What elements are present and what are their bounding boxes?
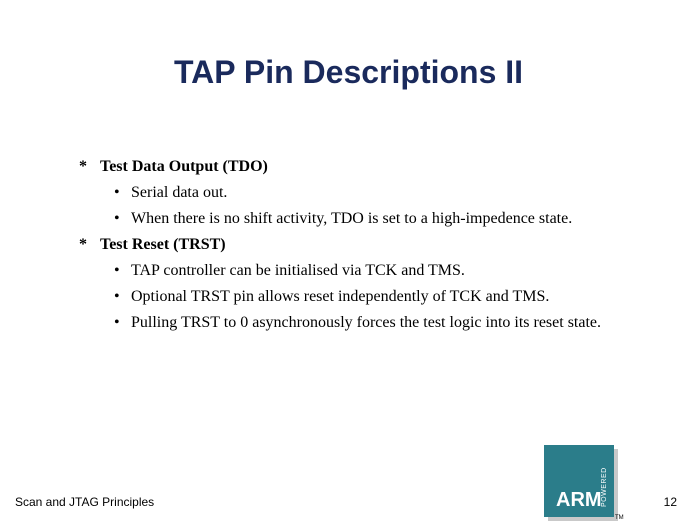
section-heading-text: Test Data Output (TDO): [100, 158, 268, 175]
bullet-item: [78, 287, 638, 307]
bullet-dot: •: [114, 314, 120, 331]
bullet-item-text: Optional TRST pin allows reset independently of TCK and TMS.: [131, 288, 550, 305]
asterisk-bullet: *: [79, 158, 87, 175]
slide-content: [78, 157, 638, 339]
bullet-item: [78, 313, 638, 333]
slide-title: TAP Pin Descriptions II: [173, 54, 524, 90]
bullet-dot: •: [114, 288, 120, 305]
section-heading-text: Test Reset (TRST): [100, 236, 226, 253]
section-trst: [78, 235, 638, 333]
bullet-item: [78, 261, 638, 281]
page-number: 12: [663, 495, 677, 509]
logo-trademark: TM: [615, 515, 624, 521]
section-heading: [78, 157, 638, 177]
bullet-item-text: TAP controller can be initialised via TCK and TMS.: [131, 262, 465, 279]
footer-title: Scan and JTAG Principles: [15, 495, 155, 509]
bullet-item-text: Serial data out.: [131, 184, 228, 201]
asterisk-bullet: *: [79, 236, 87, 253]
bullet-item: [78, 209, 638, 229]
bullet-item: [78, 183, 638, 203]
bullet-dot: •: [114, 184, 120, 201]
bullet-dot: •: [114, 210, 120, 227]
bullet-item-text: Pulling TRST to 0 asynchronously forces the test logic into its reset state.: [131, 314, 602, 331]
section-heading: [78, 235, 638, 255]
arm-powered-logo: [544, 445, 622, 523]
logo-powered: POWERED: [601, 467, 608, 507]
logo-brand: ARM: [556, 489, 602, 511]
bullet-item-text: When there is no shift activity, TDO is set to a high-impedence state.: [131, 210, 573, 227]
section-tdo: [78, 157, 638, 229]
bullet-dot: •: [114, 262, 120, 279]
logo-box: [544, 445, 614, 517]
